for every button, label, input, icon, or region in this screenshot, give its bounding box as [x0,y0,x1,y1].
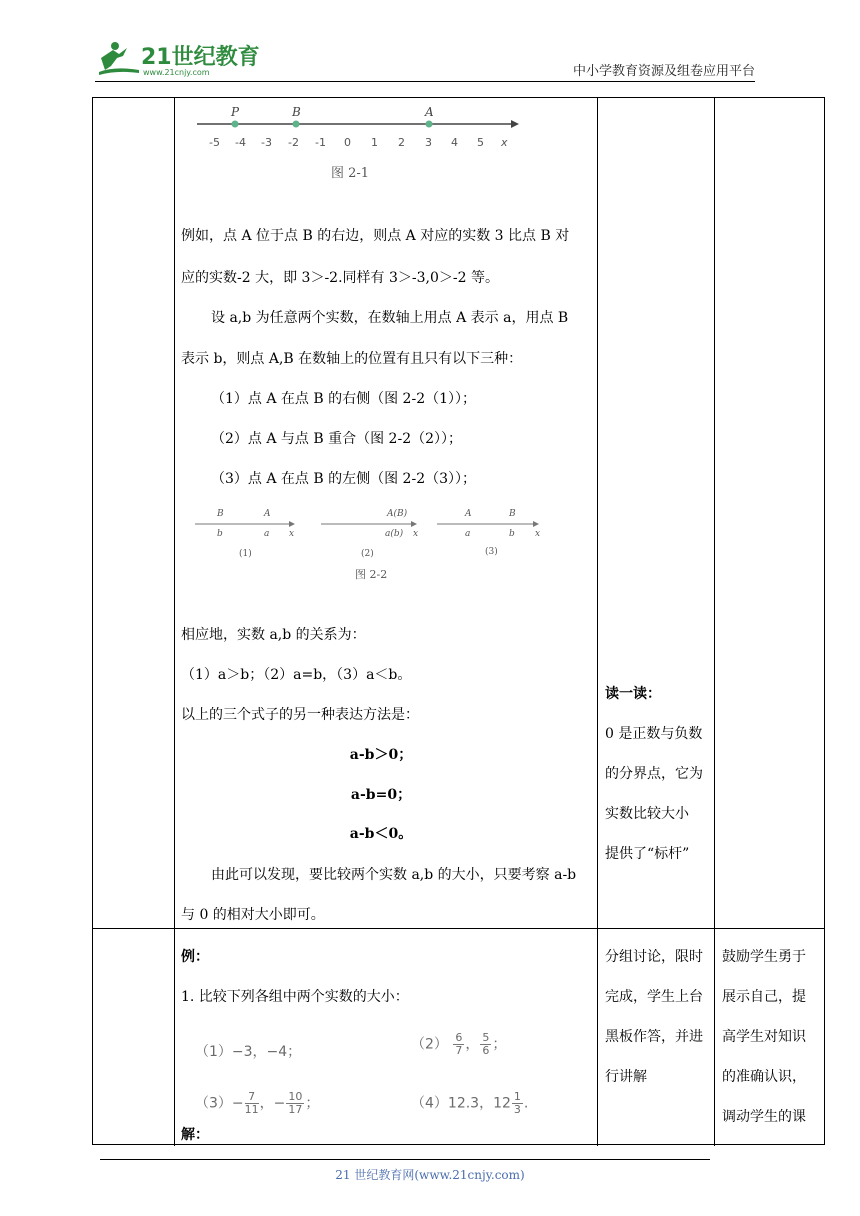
paragraph-example-line2: 应的实数-2 大，即 3＞-2.同样有 3＞-3,0＞-2 等。 [181,270,499,286]
figure-2-1-number-line [193,102,523,184]
figure-2-2-diagram [193,502,553,584]
tick-label: 4 [451,136,458,149]
footer-divider [100,1159,710,1160]
fraction [480,1032,491,1057]
case-2: （2）点 A 与点 B 重合（图 2-2（2））； [211,431,463,447]
site-logo [95,36,265,80]
header-divider [95,81,755,82]
numerator: 5 [482,1031,490,1044]
exercise-item-4: （4）12.3，12 $\frac{1}{3}$ . [411,1090,529,1116]
intent-line: 高学生对知识 [722,1029,806,1045]
col-divider-1 [174,98,175,1146]
exercise-item-4-prefix: （4）12.3，12 [411,1095,511,1112]
example-label: 例： [181,949,209,965]
lesson-table [92,97,825,1145]
fig3-bottom-label: a [465,529,471,539]
tick-label: x [501,136,508,149]
fraction [453,1032,464,1057]
read-title: 读一读： [605,686,661,702]
denominator: 7 [455,1044,463,1057]
numerator: 7 [245,1091,259,1104]
fig1-top-label: A [264,509,271,519]
read-line: 实数比较大小 [605,806,689,822]
case-3: （3）点 A 在点 B 的左侧（图 2-2（3））； [211,471,477,487]
formula-equal: a-b=0； [350,787,412,803]
fig2-bottom-label: a(b) [385,529,404,539]
tick-label: -5 [209,136,220,149]
group-line: 分组讨论，限时 [605,949,703,965]
figure-2-2-caption: 图 2-2 [355,568,388,581]
exercise-item-1: （1）−3，−4； [195,1044,302,1060]
logo-url: www.21cnjy.com [143,68,210,77]
fig3-bottom-label: b [509,529,515,539]
solution-label: 解： [181,1127,209,1143]
formula-less: a-b＜0。 [349,826,413,842]
exercise-item-3-prefix: （3） [195,1095,232,1112]
formula-greater: a-b＞0； [349,747,413,763]
group-line: 完成，学生上台 [605,989,703,1005]
paragraph-example-line1: 例如，点 A 位于点 B 的右边，则点 A 对应的实数 3 比点 B 对 [181,228,570,244]
paragraph-setup-line2: 表示 b，则点 A,B 在数轴上的位置有且只有以下三种： [181,351,523,367]
fig2-caption: (2) [361,549,374,559]
denominator: 17 [288,1103,303,1116]
intent-line: 调动学生的课 [722,1109,806,1125]
tick-label: -1 [315,136,326,149]
numerator: 6 [455,1031,463,1044]
intent-line: 的准确认识， [722,1069,806,1085]
intent-line: 展示自己，提 [722,989,806,1005]
col-divider-2 [597,98,598,1146]
case-1: （1）点 A 在点 B 的右侧（图 2-2（1））； [211,391,477,407]
numerator: 10 [288,1090,303,1103]
read-line: 提供了“标杆” [605,846,690,862]
denominator: 11 [244,1103,259,1116]
denominator: 3 [513,1103,521,1116]
read-line: 的分界点，它为 [605,766,703,782]
relations-list: （1）a＞b；（2）a=b，（3）a＜b。 [181,667,412,683]
tick-label: -4 [235,136,246,149]
logo-wordmark: 21世纪教育 [141,45,260,70]
read-line: 0 是正数与负数 [605,726,703,742]
exercise-1-prompt: 1. 比较下列各组中两个实数的大小： [181,989,409,1005]
exercise-item-3: （3）− $\frac{7}{11}$ ，− $\frac{10}{17}$ ； [195,1090,320,1116]
tick-label: 2 [398,136,405,149]
group-line: 行讲解 [605,1069,647,1085]
footer-site-link[interactable]: 21 世纪教育网(www.21cnjy.com) [335,1168,525,1182]
fig1-bottom-label: x [289,529,295,539]
other-form-intro: 以上的三个式子的另一种表达方法是： [181,707,419,723]
point-label-p: P [231,105,240,119]
fig3-top-label: B [509,509,516,519]
fig1-bottom-label: a [264,529,270,539]
row-divider [93,928,824,929]
tick-label: 5 [477,136,484,149]
fig1-caption: (1) [239,549,252,559]
tick-label: 0 [344,136,351,149]
fig2-top-label: A(B) [387,509,408,519]
conclusion-line2: 与 0 的相对大小即可。 [181,907,325,923]
paragraph-setup-line1: 设 a,b 为任意两个实数，在数轴上用点 A 表示 a，用点 B [211,310,569,326]
header-platform-name: 中小学教育资源及组卷应用平台 [572,64,755,79]
relation-intro: 相应地，实数 a,b 的关系为： [181,627,366,643]
conclusion-line1: 由此可以发现，要比较两个实数 a,b 的大小，只要考察 a-b [211,867,577,883]
point-label-b: B [292,105,301,119]
tick-label: 1 [371,136,378,149]
exercise-item-2-prefix: （2） [411,1036,448,1053]
fig1-top-label: B [217,509,224,519]
denominator: 6 [482,1044,490,1057]
fraction [245,1091,259,1116]
intent-line: 鼓励学生勇于 [722,949,806,965]
col-divider-3 [714,98,715,1146]
point-label-a: A [425,105,434,119]
numerator: 1 [513,1090,521,1103]
group-line: 黑板作答，并进 [605,1029,703,1045]
tick-label: 3 [425,136,432,149]
fraction [512,1091,523,1116]
figure-2-1-caption: 图 2-1 [331,166,370,181]
tick-label: -3 [261,136,272,149]
fig1-bottom-label: b [217,529,223,539]
fig3-top-label: A [465,509,472,519]
fig2-bottom-label: x [413,529,419,539]
fig3-caption: (3) [485,547,498,557]
fraction [286,1091,304,1116]
tick-label: -2 [288,136,299,149]
fig3-bottom-label: x [535,529,541,539]
exercise-item-2: （2） $\frac{6}{7}$ ， $\frac{5}{6}$ ； [411,1031,507,1057]
